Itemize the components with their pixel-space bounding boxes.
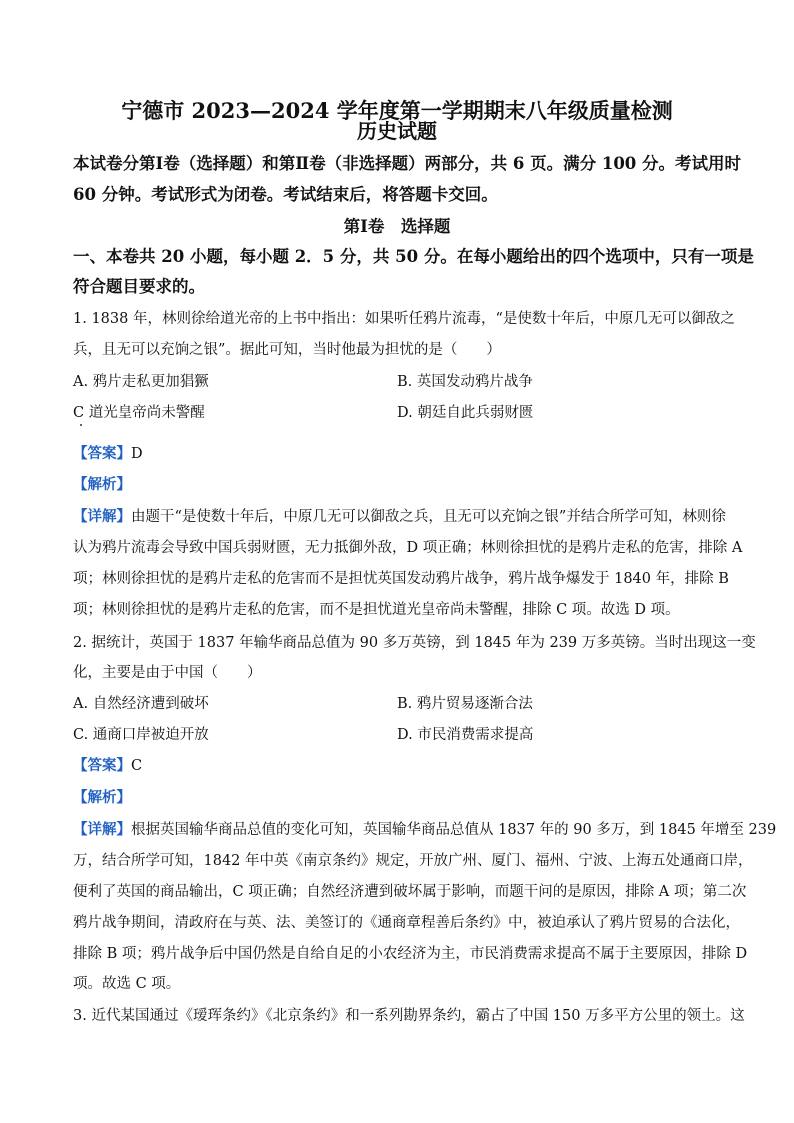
intro-line-1: 本试卷分第Ⅰ卷（选择题）和第Ⅱ卷（非选择题）两部分，共 6 页。满分 100 分。考试用时 — [73, 154, 742, 173]
q2-stem-line-2: 化，主要是由于中国（ ） — [73, 665, 262, 681]
q1-option-c: C 道光皇帝尚未警醒 — [73, 405, 205, 421]
q2-detail-line-5: 排除 B 项；鸦片战争后中国仍然是自给自足的小农经济为主，市民消费需求提高不属于主要原因，排除 D — [73, 946, 748, 962]
q2-detail-line-3: 便利了英国的商品输出，C 项正确；自然经济遭到破坏属于影响，而题干问的是原因，排除 A 项；第二次 — [73, 884, 747, 900]
q1-option-a: A. 鸦片走私更加猖獗 — [73, 374, 209, 390]
q3-stem-line-1: 3. 近代某国通过《瑷珲条约》《北京条约》和一系列勘界条约，霸占了中国 150 万多平方公里的领土。这 — [73, 1008, 745, 1024]
q2-answer — [73, 754, 142, 775]
q1-option-b: B. 英国发动鸦片战争 — [397, 374, 533, 390]
analysis-label: 【解析】 — [73, 789, 131, 806]
instruction-line-2: 符合题目要求的。 — [73, 277, 205, 296]
instruction-line-1: 一、本卷共 20 小题，每小题 2．5 分，共 50 分。在每小题给出的四个选项中，只有一项是 — [73, 247, 754, 266]
q1-option-d: D. 朝廷自此兵弱财匮 — [397, 405, 534, 421]
detail-label: 【详解】 — [73, 821, 131, 838]
q1-answer — [73, 442, 143, 463]
q2-option-c: C. 通商口岸被迫开放 — [73, 727, 209, 743]
q1-stem-line-1: 1. 1838 年，林则徐给道光帝的上书中指出：如果听任鸦片流毒，“是使数十年后，中原几无可以御敌之 — [73, 311, 735, 327]
q2-option-b: B. 鸦片贸易逐渐合法 — [397, 696, 533, 712]
q1-detail-text-1: 由题干“是使数十年后，中原几无可以御敌之兵，且无可以充饷之银”并结合所学可知，林则徐 — [131, 509, 726, 525]
analysis-label: 【解析】 — [73, 476, 131, 493]
q1-analysis-label — [73, 473, 131, 494]
q2-detail-line-1 — [73, 818, 777, 839]
exam-title: 宁德市 2023—2024 学年度第一学期期末八年级质量检测 — [121, 98, 673, 123]
q2-stem-line-1: 2. 据统计，英国于 1837 年输华商品总值为 90 多万英镑，到 1845 年为 239 万多英镑。当时出现这一变 — [73, 635, 756, 651]
q2-detail-line-6: 项。故选 C 项。 — [73, 976, 181, 992]
q2-answer-value: C — [131, 758, 143, 774]
stray-dot — [80, 424, 82, 426]
exam-subtitle: 历史试题 — [357, 119, 437, 143]
q1-detail-line-4: 项；林则徐担忧的是鸦片走私的危害，而不是担忧道光皇帝尚未警醒，排除 C 项。故选 D 项。 — [73, 602, 680, 618]
q1-stem-line-2: 兵，且无可以充饷之银”。据此可知，当时他最为担忧的是（ ） — [73, 342, 501, 358]
answer-label: 【答案】 — [73, 445, 131, 462]
detail-label: 【详解】 — [73, 508, 131, 525]
q2-detail-line-4: 鸦片战争期间，清政府在与英、法、美签订的《通商章程善后条约》中，被迫承认了鸦片贸易的合法化， — [73, 915, 740, 931]
q1-detail-line-3: 项；林则徐担忧的是鸦片走私的危害而不是担忧英国发动鸦片战争，鸦片战争爆发于 1840 年，排除 B — [73, 571, 729, 587]
section-title: 第Ⅰ卷 选择题 — [343, 217, 451, 236]
q1-detail-line-1 — [73, 505, 726, 526]
q2-option-d: D. 市民消费需求提高 — [397, 727, 534, 743]
q2-option-a: A. 自然经济遭到破坏 — [73, 696, 209, 712]
q2-detail-line-2: 万，结合所学可知，1842 年中英《南京条约》规定，开放广州、厦门、福州、宁波、上海五处通商口岸， — [73, 853, 753, 869]
q1-answer-value: D — [131, 446, 143, 462]
answer-label: 【答案】 — [73, 757, 131, 774]
q1-detail-line-2: 认为鸦片流毒会导致中国兵弱财匮，无力抵御外敌，D 项正确；林则徐担忧的是鸦片走私的危害，排除 A — [73, 540, 743, 556]
q2-analysis-label — [73, 786, 131, 807]
intro-line-2: 60 分钟。考试形式为闭卷。考试结束后，将答题卡交回。 — [73, 185, 498, 204]
q2-detail-text-1: 根据英国输华商品总值的变化可知，英国输华商品总值从 1837 年的 90 多万，到 1845 年增至 239 — [131, 822, 777, 838]
